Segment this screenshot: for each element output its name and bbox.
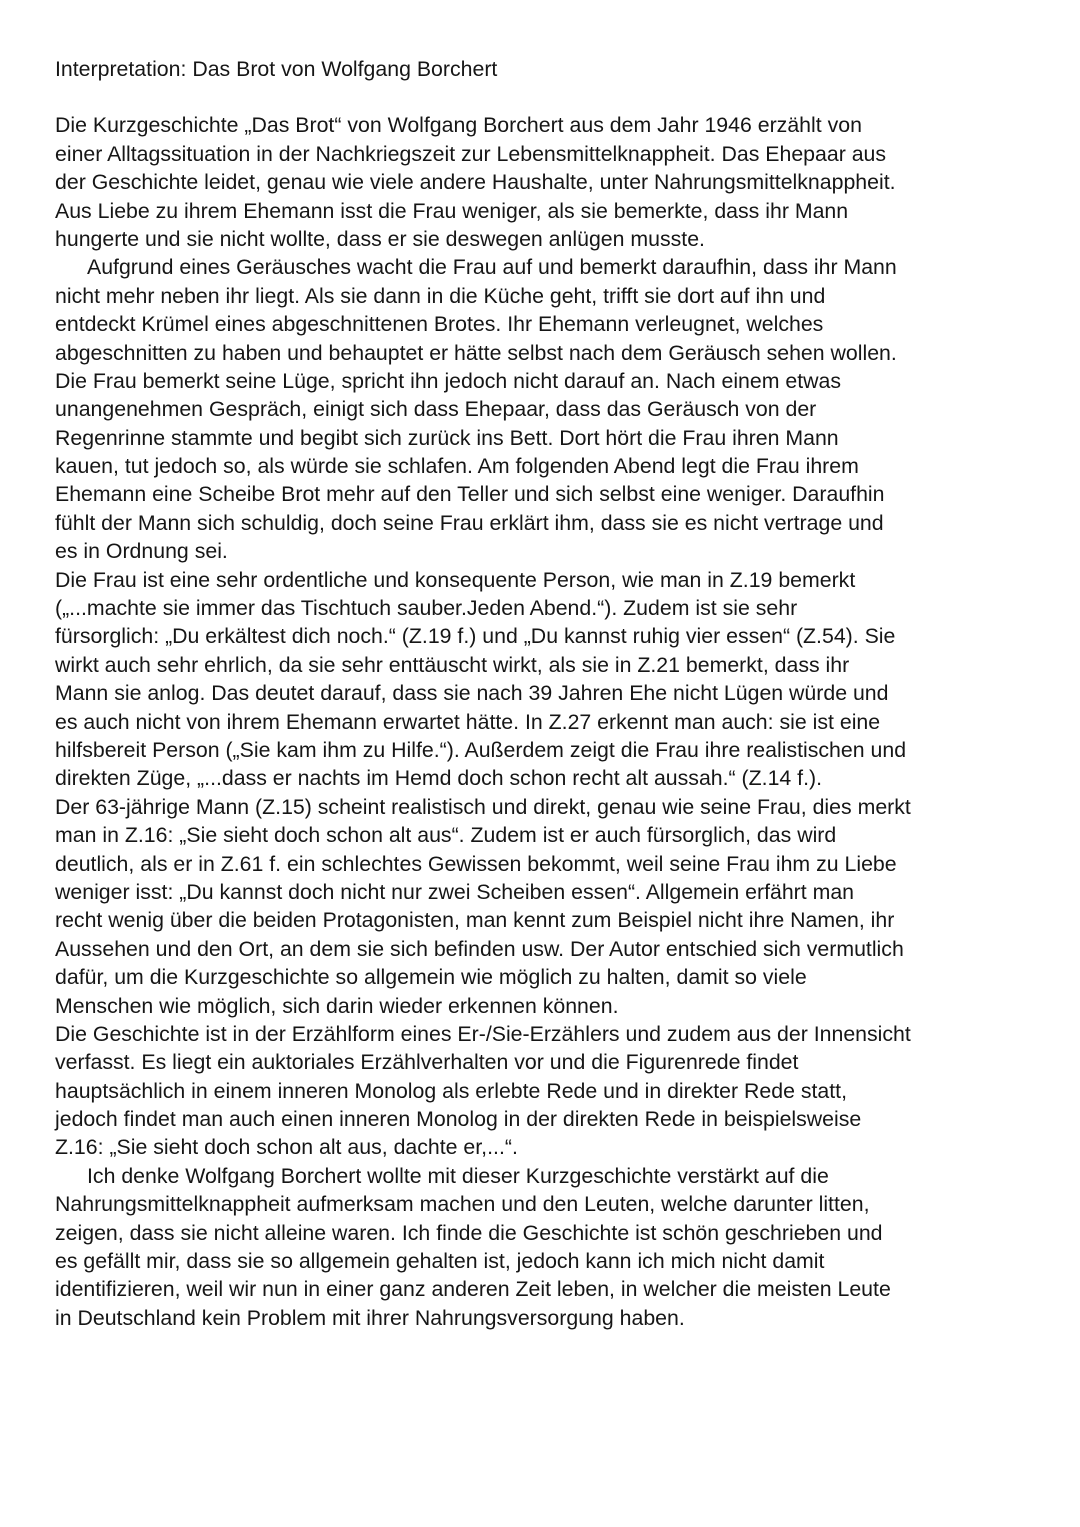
text-line: identifizieren, weil wir nun in einer ganz anderen Zeit leben, in welcher die meisten Leute	[55, 1277, 891, 1302]
text-line: es in Ordnung sei.	[55, 539, 228, 564]
text-line: hilfsbereit Person („Sie kam ihm zu Hilfe.“). Außerdem zeigt die Frau ihre realistischen und	[55, 737, 907, 762]
text-line: Die Frau bemerkt seine Lüge, spricht ihn jedoch nicht darauf an. Nach einem etwas	[55, 368, 842, 393]
text-line: recht wenig über die beiden Protagonisten, man kennt zum Beispiel nicht ihre Namen, ihr	[55, 908, 895, 933]
text-line: dafür, um die Kurzgeschichte so allgemein wie möglich zu halten, damit so viele	[55, 965, 807, 990]
text-line: Menschen wie möglich, sich darin wieder erkennen können.	[55, 993, 619, 1018]
text-line: Ehemann eine Scheibe Brot mehr auf den Teller und sich selbst eine weniger. Daraufhin	[55, 482, 885, 507]
text-line: Nahrungsmittelknappheit aufmerksam machen und den Leuten, welche darunter litten,	[55, 1192, 870, 1217]
text-line: wirkt auch sehr ehrlich, da sie sehr enttäuscht wirkt, als sie in Z.21 bemerkt, dass ihr	[55, 652, 850, 677]
text-line: nicht mehr neben ihr liegt. Als sie dann in die Küche geht, trifft sie dort auf ihn und	[55, 283, 826, 308]
text-line: man in Z.16: „Sie sieht doch schon alt aus“. Zudem ist er auch fürsorglich, das wird	[55, 823, 837, 848]
document-page	[55, 55, 1040, 1332]
text-line: Ich denke Wolfgang Borchert wollte mit dieser Kurzgeschichte verstärkt auf die	[87, 1163, 829, 1188]
text-line: kauen, tut jedoch so, als würde sie schlafen. Am folgenden Abend legt die Frau ihrem	[55, 454, 859, 479]
text-line: es gefällt mir, dass sie so allgemein gehalten ist, jedoch kann ich mich nicht damit	[55, 1249, 825, 1274]
text-line: verfasst. Es liegt ein auktoriales Erzählverhalten vor und die Figurenrede findet	[55, 1050, 799, 1075]
text-line: hungerte und sie nicht wollte, dass er sie deswegen anlügen musste.	[55, 226, 705, 251]
text-line: Aufgrund eines Geräusches wacht die Frau auf und bemerkt daraufhin, dass ihr Mann	[87, 255, 897, 280]
text-line: („...machte sie immer das Tischtuch sauber.Jeden Abend.“). Zudem ist sie sehr	[55, 596, 798, 621]
text-line: abgeschnitten zu haben und behauptet er hätte selbst nach dem Geräusch sehen wollen.	[55, 340, 897, 365]
text-line: Die Geschichte ist in der Erzählform eines Er-/Sie-Erzählers und zudem aus der Innensicht	[55, 1021, 911, 1046]
text-line: fühlt der Mann sich schuldig, doch seine Frau erklärt ihm, dass sie es nicht vertrage und	[55, 510, 884, 535]
text-line: unangenehmen Gespräch, einigt sich dass Ehepaar, dass das Geräusch von der	[55, 397, 817, 422]
text-line: jedoch findet man auch einen inneren Monolog in der direkten Rede in beispielsweise	[55, 1107, 862, 1132]
text-line: weniger isst: „Du kannst doch nicht nur zwei Scheiben essen“. Allgemein erfährt man	[55, 879, 855, 904]
text-line: Aussehen und den Ort, an dem sie sich befinden usw. Der Autor entschied sich vermutlich	[55, 936, 904, 961]
text-line: zeigen, dass sie nicht alleine waren. Ich finde die Geschichte ist schön geschrieben und	[55, 1220, 883, 1245]
text-line: in Deutschland kein Problem mit ihrer Nahrungsversorgung haben.	[55, 1305, 685, 1330]
text-line: Aus Liebe zu ihrem Ehemann isst die Frau weniger, als sie bemerkte, dass ihr Mann	[55, 198, 849, 223]
text-line: hauptsächlich in einem inneren Monolog als erlebte Rede und in direkter Rede statt,	[55, 1078, 848, 1103]
text-line: der Geschichte leidet, genau wie viele andere Haushalte, unter Nahrungsmittelknappheit.	[55, 170, 896, 195]
text-line: entdeckt Krümel eines abgeschnittenen Brotes. Ihr Ehemann verleugnet, welches	[55, 312, 824, 337]
text-line: einer Alltagssituation in der Nachkriegszeit zur Lebensmittelknappheit. Das Ehepaar aus	[55, 141, 887, 166]
text-line: Die Kurzgeschichte „Das Brot“ von Wolfgang Borchert aus dem Jahr 1946 erzählt von	[55, 113, 862, 138]
text-line: direkten Züge, „...dass er nachts im Hemd doch schon recht alt aussah.“ (Z.14 f.).	[55, 766, 823, 791]
text-line: es auch nicht von ihrem Ehemann erwartet hätte. In Z.27 erkennt man auch: sie ist eine	[55, 709, 881, 734]
text-line: Regenrinne stammte und begibt sich zurück ins Bett. Dort hört die Frau ihren Mann	[55, 425, 839, 450]
text-line: Der 63-jährige Mann (Z.15) scheint realistisch und direkt, genau wie seine Frau, dies merkt	[55, 794, 911, 819]
text-line: Die Frau ist eine sehr ordentliche und konsequente Person, wie man in Z.19 bemerkt	[55, 567, 856, 592]
document-body	[55, 111, 1040, 1332]
document-title: Interpretation: Das Brot von Wolfgang Borchert	[55, 57, 498, 81]
text-line: fürsorglich: „Du erkältest dich noch.“ (Z.19 f.) und „Du kannst ruhig vier essen“ (Z.54). Sie	[55, 624, 896, 649]
text-line: Z.16: „Sie sieht doch schon alt aus, dachte er,...“.	[55, 1135, 518, 1160]
text-line: deutlich, als er in Z.61 f. ein schlechtes Gewissen bekommt, weil seine Frau ihm zu Liebe	[55, 851, 897, 876]
text-line: Mann sie anlog. Das deutet darauf, dass sie nach 39 Jahren Ehe nicht Lügen würde und	[55, 681, 889, 706]
